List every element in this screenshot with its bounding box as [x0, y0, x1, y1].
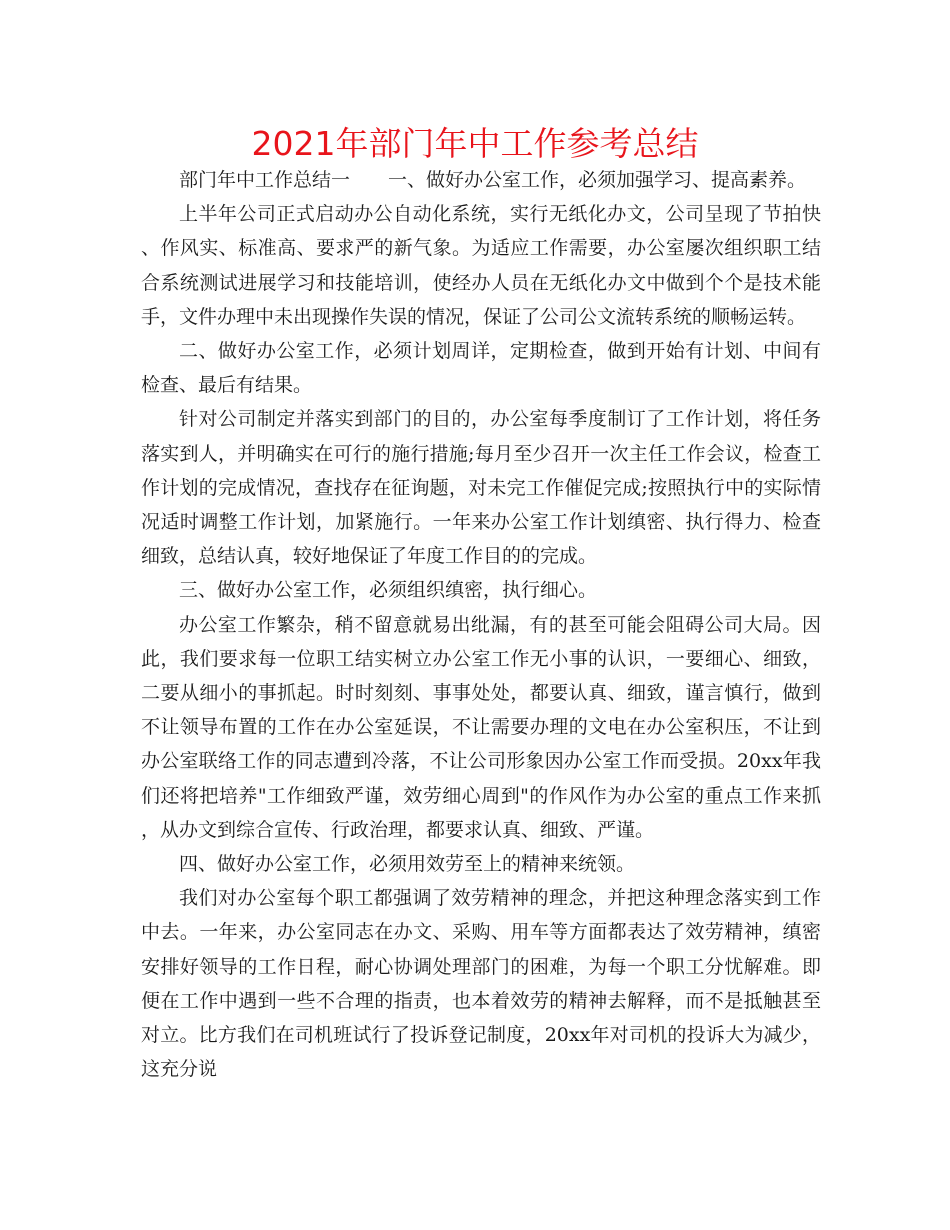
- document-title: 2021年部门年中工作参考总结: [251, 124, 699, 163]
- paragraph: 办公室工作繁杂，稍不留意就易出纰漏，有的甚至可能会阻碍公司大局。因此，我们要求每一位职工结实树立办公室工作无小事的认识，一要细心、细致，二要从细小的事抓起。时时刻刻、事事处处，都要认真、细致，谨言慎行，做到不让领导布置的工作在办公室延误，不让需要办理的文电在办公室积压，不让到办公室联络工作的同志遭到冷落，不让公司形象因办公室工作而受损。20xx年我们还将把培养"工作细致严谨，效劳细心周到"的作风作为办公室的重点工作来抓，从办文到综合宣传、行政治理，都要求认真、细致、严谨。: [141, 613, 821, 841]
- section-two-heading: 二、做好办公室工作，必须计划周详，定期检查，做到开始有计划、中间有检查、最后有结果。: [141, 340, 821, 397]
- intro-heading: 部门年中工作总结一: [179, 169, 351, 191]
- paragraph: 我们对办公室每个职工都强调了效劳精神的理念，并把这种理念落实到工作中去。一年来，办公室同志在办文、采购、用车等方面都表达了效劳精神，缜密安排好领导的工作日程，耐心协调处理部门的困难，为每一个职工分忧解难。即便在工作中遇到一些不合理的指责，也本着效劳的精神去解释，而不是抵触甚至对立。比方我们在司机班试行了投诉登记制度，20xx年对司机的投诉大为减少，这充分说: [141, 887, 821, 1081]
- paragraph: 针对公司制定并落实到部门的目的，办公室每季度制订了工作计划，将任务落实到人，并明确实在可行的施行措施;每月至少召开一次主任工作会议，检查工作计划的完成情况，查找存在征询题，对未完工作催促完成;按照执行中的实际情况适时调整工作计划，加紧施行。一年来办公室工作计划缜密、执行得力、检查细致，总结认真，较好地保证了年度工作目的的完成。: [141, 408, 821, 568]
- section-one-heading: 一、做好办公室工作，必须加强学习、提高素养。: [388, 169, 807, 191]
- paragraph-intro: [141, 163, 821, 197]
- paragraph: 上半年公司正式启动办公自动化系统，实行无纸化办文，公司呈现了节拍快、作风实、标准高、要求严的新气象。为适应工作需要，办公室屡次组织职工结合系统测试进展学习和技能培训，使经办人员在无纸化办文中做到个个是技术能手，文件办理中未出现操作失误的情况，保证了公司公文流转系统的顺畅运转。: [141, 203, 821, 328]
- section-four-heading: 四、做好办公室工作，必须用效劳至上的精神来统领。: [179, 853, 636, 876]
- section-three-heading: 三、做好办公室工作，必须组织缜密，执行细心。: [179, 579, 598, 602]
- document-body: [141, 163, 821, 1086]
